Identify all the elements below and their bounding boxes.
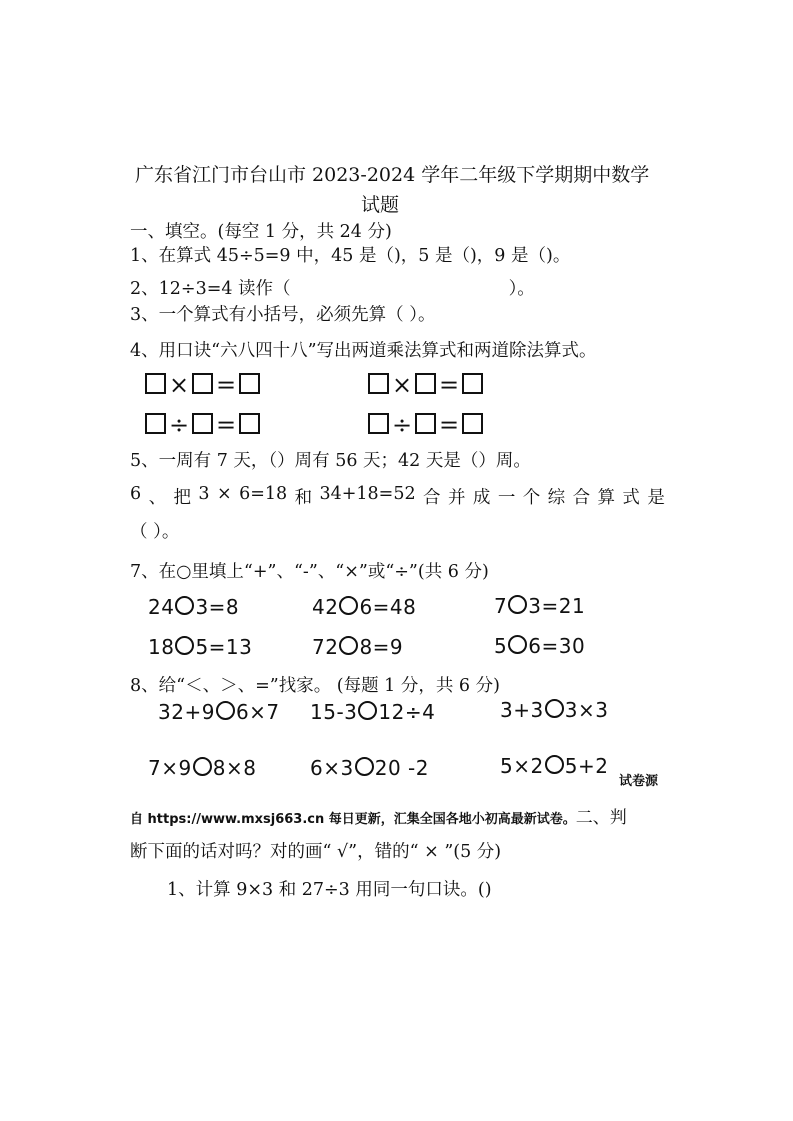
q8-item	[148, 756, 256, 780]
q8-left: 7×9	[148, 756, 192, 780]
equals-sign: =	[438, 411, 460, 439]
compare-circle[interactable]	[358, 701, 377, 720]
section-2-heading: 断下面的话对吗？对的画“ √”，错的“ × ”(5 分)	[130, 842, 502, 862]
q8-right: 12÷4	[378, 700, 436, 724]
question-2-suffix: ）。	[508, 279, 535, 299]
q8-left: 15-3	[310, 700, 358, 724]
box-equation-1	[145, 371, 260, 399]
q8-left: 5×2	[500, 754, 544, 778]
box-equation-3	[145, 411, 260, 439]
page-title-line2: 试题	[361, 194, 400, 216]
question-6-word: 式	[622, 488, 640, 508]
source-tag: 试卷源	[619, 774, 659, 789]
question-2	[130, 275, 535, 300]
compare-circle[interactable]	[216, 701, 235, 720]
question-6-line2: （ ）。	[130, 522, 180, 542]
q8-right: 5+2	[564, 754, 609, 778]
question-6-word: 综	[547, 488, 566, 508]
q8-left: 6×3	[310, 756, 354, 780]
answer-box[interactable]	[145, 373, 166, 394]
q7-item	[312, 635, 403, 659]
question-5: 5、一周有 7 天，（）周有 56 天；42 天是（）周。	[130, 451, 531, 471]
answer-box[interactable]	[192, 373, 213, 394]
question-1: 1、在算式 45÷5=9 中，45 是（)，5 是（)，9 是（)。	[130, 246, 571, 266]
question-6-word: 3	[198, 484, 210, 504]
q7-item	[148, 595, 239, 619]
operator-circle[interactable]	[339, 596, 358, 615]
q7-left: 42	[312, 595, 339, 619]
question-6-word: ×	[216, 484, 232, 504]
section-2-heading-start: 二、判	[575, 808, 627, 828]
q7-right: 6=48	[359, 595, 417, 619]
question-6-word: 是	[647, 488, 665, 508]
question-7: 7、在○里填上“+”、“-”、“×”或“÷”(共 6 分)	[130, 562, 489, 582]
equals-sign: =	[438, 371, 460, 399]
q7-left: 24	[148, 595, 175, 619]
q7-item	[494, 634, 585, 658]
divide-sign: ÷	[168, 411, 190, 439]
q7-right: 6=30	[528, 634, 586, 658]
question-6-word: 6	[130, 484, 142, 504]
answer-box[interactable]	[368, 373, 389, 394]
compare-circle[interactable]	[545, 755, 564, 774]
q8-item	[310, 700, 435, 724]
page-title: 广东省江门市台山市 2023-2024 学年二年级下学期期中数学	[135, 164, 650, 186]
question-6-word: 并	[447, 488, 466, 508]
section-1-heading: 一、填空。(每空 1 分，共 24 分)	[130, 222, 392, 242]
question-6-word: 成	[472, 488, 491, 508]
equals-sign: =	[215, 411, 237, 439]
operator-circle[interactable]	[508, 595, 527, 614]
answer-box[interactable]	[239, 413, 260, 434]
question-6-word: 合	[423, 488, 441, 508]
source-banner: 自 https://www.mxsj663.cn 每日更新，汇集全国各地小初高最新试卷。	[130, 812, 576, 827]
q7-right: 3=8	[195, 595, 240, 619]
box-equation-4	[368, 411, 483, 439]
compare-circle[interactable]	[545, 699, 564, 718]
operator-circle[interactable]	[508, 635, 527, 654]
q8-item	[310, 756, 429, 780]
times-sign: ×	[168, 371, 190, 399]
q8-item	[158, 700, 280, 724]
box-equation-2	[368, 371, 483, 399]
answer-box[interactable]	[192, 413, 213, 434]
answer-box[interactable]	[462, 373, 483, 394]
question-2-prefix: 2、12÷3=4 读作（	[130, 279, 291, 299]
question-6-word: 个	[522, 488, 541, 508]
question-6-word: 把	[173, 488, 191, 508]
question-6-word: 一	[497, 488, 516, 508]
question-6-word: 和	[294, 488, 313, 508]
q8-right: 20 -2	[374, 756, 429, 780]
question-6-word: 、	[148, 488, 167, 508]
q7-left: 18	[148, 635, 175, 659]
footer-line	[130, 803, 670, 828]
q7-right: 8=9	[359, 635, 404, 659]
q7-left: 7	[494, 594, 508, 618]
question-8: 8、给“＜、＞、=”找家。 (每题 1 分，共 6 分)	[130, 676, 500, 696]
answer-box[interactable]	[415, 413, 436, 434]
operator-circle[interactable]	[339, 636, 358, 655]
question-4: 4、用口诀“六八四十八”写出两道乘法算式和两道除法算式。	[130, 341, 597, 361]
section-2-question-1: 1、计算 9×3 和 27÷3 用同一句口诀。()	[167, 880, 492, 900]
q7-right: 5=13	[195, 635, 253, 659]
question-6-word: 合	[572, 488, 591, 508]
question-6-word: 算	[597, 488, 615, 508]
operator-circle[interactable]	[175, 596, 194, 615]
q7-left: 5	[494, 634, 508, 658]
question-6	[130, 484, 665, 509]
q7-item	[148, 635, 252, 659]
answer-box[interactable]	[368, 413, 389, 434]
q8-item	[500, 698, 608, 722]
q7-item	[312, 595, 416, 619]
q7-left: 72	[312, 635, 339, 659]
answer-box[interactable]	[462, 413, 483, 434]
answer-box[interactable]	[415, 373, 436, 394]
q7-right: 3=21	[528, 594, 586, 618]
q8-left: 32+9	[158, 700, 215, 724]
divide-sign: ÷	[391, 411, 413, 439]
q7-item	[494, 594, 585, 618]
answer-box[interactable]	[239, 373, 260, 394]
times-sign: ×	[391, 371, 413, 399]
question-3: 3、一个算式有小括号，必须先算（ ）。	[130, 305, 436, 325]
q8-left: 3+3	[500, 698, 544, 722]
q8-right: 3×3	[564, 698, 609, 722]
question-6-word: 34+18=52	[319, 484, 416, 504]
operator-circle[interactable]	[175, 636, 194, 655]
compare-circle[interactable]	[355, 757, 374, 776]
q8-right: 6×7	[235, 700, 280, 724]
q8-right: 8×8	[212, 756, 257, 780]
answer-box[interactable]	[145, 413, 166, 434]
compare-circle[interactable]	[193, 757, 212, 776]
question-6-word: 6=18	[239, 484, 288, 504]
equals-sign: =	[215, 371, 237, 399]
q8-item	[500, 754, 608, 778]
